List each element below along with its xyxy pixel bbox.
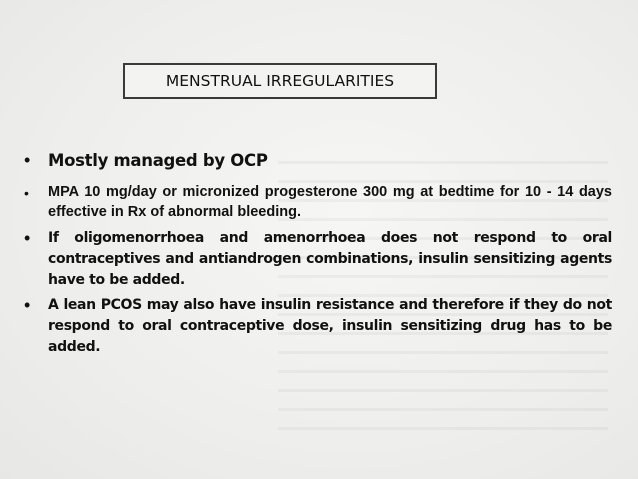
bullet-marker: • <box>24 185 29 201</box>
bullet-item <box>24 182 612 222</box>
bullet-marker: • <box>24 228 31 248</box>
bullet-text: If oligomenorrhoea and amenorrhoea does not respond to oral contraceptives and antiandrogen combinations, insulin sensitizing agents have to be added. <box>48 230 612 288</box>
bullet-item <box>24 150 612 172</box>
bullet-marker: • <box>24 295 31 315</box>
bullet-marker: • <box>24 150 31 170</box>
bullet-text: A lean PCOS may also have insulin resistance and therefore if they do not respond to oral contraceptive dose, insulin sensitizing drug has to be added. <box>48 297 612 355</box>
bullet-text: Mostly managed by OCP <box>48 151 268 170</box>
bullet-list <box>24 150 612 363</box>
bullet-item <box>24 295 612 358</box>
bullet-item <box>24 228 612 291</box>
slide-title: MENSTRUAL IRREGULARITIES <box>165 72 395 90</box>
title-box <box>123 63 437 99</box>
bullet-text: MPA 10 mg/day or micronized progesterone 300 mg at bedtime for 10 - 14 days effective in Rx of abnormal bleeding. <box>48 184 612 220</box>
